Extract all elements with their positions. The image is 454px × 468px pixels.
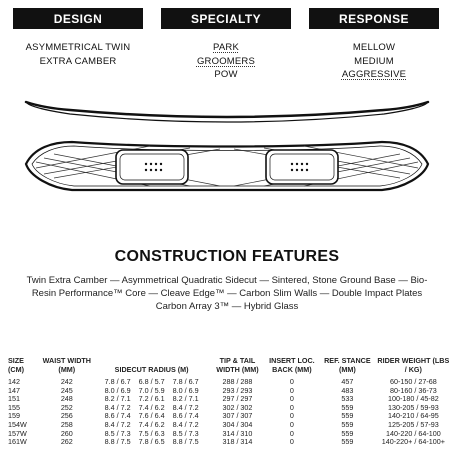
sidecut-value: 8.2 / 7.1 <box>104 394 131 404</box>
specs-cell-size: 151 <box>8 394 20 404</box>
sidecut-value: 7.5 / 6.3 <box>138 428 165 438</box>
specs-cell-insert: 0 <box>289 437 294 447</box>
tip-tail-header: TIP & TAIL WIDTH (MM) <box>216 356 259 374</box>
sidecut-value: 8.6 / 7.4 <box>104 411 131 421</box>
specialty-list <box>156 41 296 82</box>
specialty-item: POW <box>214 69 238 80</box>
sidecut-value: 8.0 / 6.9 <box>172 385 199 395</box>
specs-header-row <box>4 356 450 378</box>
response-list <box>304 41 444 82</box>
sidecut-value: 7.8 / 6.7 <box>172 377 199 386</box>
sidecut-value: 8.6 / 7.4 <box>172 411 199 421</box>
specs-cell-tiptail: 297 / 297 <box>222 394 253 404</box>
specialty-item: GROOMERS <box>196 55 256 67</box>
specs-cell-rider: 140-220+ / 64-100+ <box>381 437 445 447</box>
specs-cell-insert: 0 <box>289 377 294 386</box>
specs-cell-insert: 0 <box>289 402 294 412</box>
specs-cell-rider: 140-210 / 64-95 <box>387 411 439 421</box>
response-item: MEDIUM <box>354 55 394 67</box>
specs-cell-tiptail: 318 / 314 <box>222 437 253 447</box>
stance-header: REF. STANCE (MM) <box>324 356 371 374</box>
sidecut-header: SIDECUT RADIUS (M) <box>114 365 189 374</box>
response-item: AGGRESSIVE <box>341 69 407 80</box>
specs-cell-waist: 262 <box>60 437 73 447</box>
specs-cell-rider: 80-160 / 36-73 <box>389 385 437 395</box>
binding-plate-right <box>266 150 338 184</box>
specs-cell-insert: 0 <box>289 428 294 438</box>
specs-cell-stance: 559 <box>341 428 354 438</box>
design-list <box>8 41 148 68</box>
specs-cell-stance: 483 <box>341 385 354 395</box>
specs-cell-size: 159 <box>8 411 20 421</box>
specs-cell-stance: 559 <box>341 419 354 429</box>
specs-cell-tiptail: 307 / 307 <box>222 411 253 421</box>
response-item: MELLOW <box>352 42 396 53</box>
sidecut-value: 7.4 / 6.2 <box>138 402 165 412</box>
specs-cell-size: 147 <box>8 385 20 395</box>
sidecut-value: 7.4 / 6.2 <box>138 419 165 429</box>
construction-features-title: CONSTRUCTION FEATURES <box>114 248 340 265</box>
specs-cell-stance: 533 <box>341 394 354 404</box>
sidecut-value: 7.8 / 6.5 <box>138 437 165 447</box>
sidecut-value: 7.8 / 6.7 <box>104 377 131 386</box>
specs-cell-sidecut <box>94 438 209 447</box>
specs-cell-waist: 248 <box>60 394 73 404</box>
sidecut-value: 8.8 / 7.5 <box>104 437 131 447</box>
design-item: EXTRA CAMBER <box>39 55 117 67</box>
specs-cell-tiptail: 314 / 310 <box>222 428 253 438</box>
specs-cell-rider: 140-220 / 64-100 <box>385 428 441 438</box>
specs-cell-rider: 130-205 / 59-93 <box>387 402 439 412</box>
specs-cell-rider: 60-150 / 27-68 <box>389 377 437 386</box>
specialty-item: PARK <box>213 42 239 53</box>
specs-cell-stance: 457 <box>341 377 354 386</box>
specs-cell-insert: 0 <box>289 394 294 404</box>
construction-features-text: Twin Extra Camber — Asymmetrical Quadratic Sidecut — Sintered, Stone Ground Base — Bio-Resin Performance™ Core — Cleave Edge™ — Carbon Slim Walls — Double Impact Plates Carbon Array 3™ — Hybrid Glass <box>26 275 428 312</box>
snowboard-illustration <box>0 96 454 216</box>
specs-body <box>4 378 450 447</box>
binding-plate-left <box>116 150 188 184</box>
sidecut-value: 6.8 / 5.7 <box>138 377 165 386</box>
design-header: DESIGN <box>13 8 143 29</box>
specs-cell-waist: 256 <box>60 411 73 421</box>
size-header: SIZE (CM) <box>8 356 24 374</box>
specs-cell-size: 157W <box>8 428 27 438</box>
sidecut-value: 7.0 / 5.9 <box>138 385 165 395</box>
specs-cell-tiptail: 304 / 304 <box>222 419 253 429</box>
specs-cell-tiptail: 288 / 288 <box>222 377 253 386</box>
specs-cell-stance: 559 <box>341 437 354 447</box>
rider-weight-header: RIDER WEIGHT (LBS / KG) <box>377 356 450 374</box>
board-profile <box>26 102 428 122</box>
specs-cell-waist: 258 <box>60 419 73 429</box>
specs-cell-insert: 0 <box>289 385 294 395</box>
specs-cell-size: 161W <box>8 437 27 447</box>
sidecut-value: 8.4 / 7.2 <box>172 402 199 412</box>
sidecut-value: 8.4 / 7.2 <box>172 419 199 429</box>
specs-cell-tiptail: 293 / 293 <box>222 385 253 395</box>
specs-cell-waist: 245 <box>60 385 73 395</box>
specs-cell-size: 155 <box>8 402 20 412</box>
specs-cell-size: 154W <box>8 419 27 429</box>
sidecut-value: 7.6 / 6.4 <box>138 411 165 421</box>
sidecut-value: 8.4 / 7.2 <box>104 402 131 412</box>
specs-cell-waist: 242 <box>60 377 73 386</box>
specs-cell-stance: 559 <box>341 402 354 412</box>
specs-cell-rider: 125-205 / 57-93 <box>387 419 439 429</box>
response-header: RESPONSE <box>309 8 439 29</box>
sidecut-value: 8.4 / 7.2 <box>104 419 131 429</box>
specs-cell-rider: 100-180 / 45-82 <box>387 394 439 404</box>
sidecut-value: 8.5 / 7.3 <box>172 428 199 438</box>
sidecut-value: 8.8 / 7.5 <box>172 437 199 447</box>
sidecut-value: 8.5 / 7.3 <box>104 428 131 438</box>
specialty-header: SPECIALTY <box>161 8 291 29</box>
specs-cell-insert: 0 <box>289 411 294 421</box>
specs-cell-stance: 559 <box>341 411 354 421</box>
specs-table <box>4 356 450 447</box>
sidecut-value: 8.2 / 7.1 <box>172 394 199 404</box>
specs-cell-tiptail: 302 / 302 <box>222 402 253 412</box>
insert-header: INSERT LOC. BACK (MM) <box>269 356 315 374</box>
sidecut-value: 8.0 / 6.9 <box>104 385 131 395</box>
sidecut-value: 7.2 / 6.1 <box>138 394 165 404</box>
specs-cell-waist: 260 <box>60 428 73 438</box>
waist-header: WAIST WIDTH (MM) <box>42 356 91 374</box>
specs-cell-size: 142 <box>8 377 20 386</box>
specs-cell-waist: 252 <box>60 402 73 412</box>
carbon-array-lines <box>36 146 418 186</box>
specs-row <box>4 438 450 447</box>
design-item: ASYMMETRICAL TWIN <box>25 42 131 53</box>
specs-cell-insert: 0 <box>289 419 294 429</box>
